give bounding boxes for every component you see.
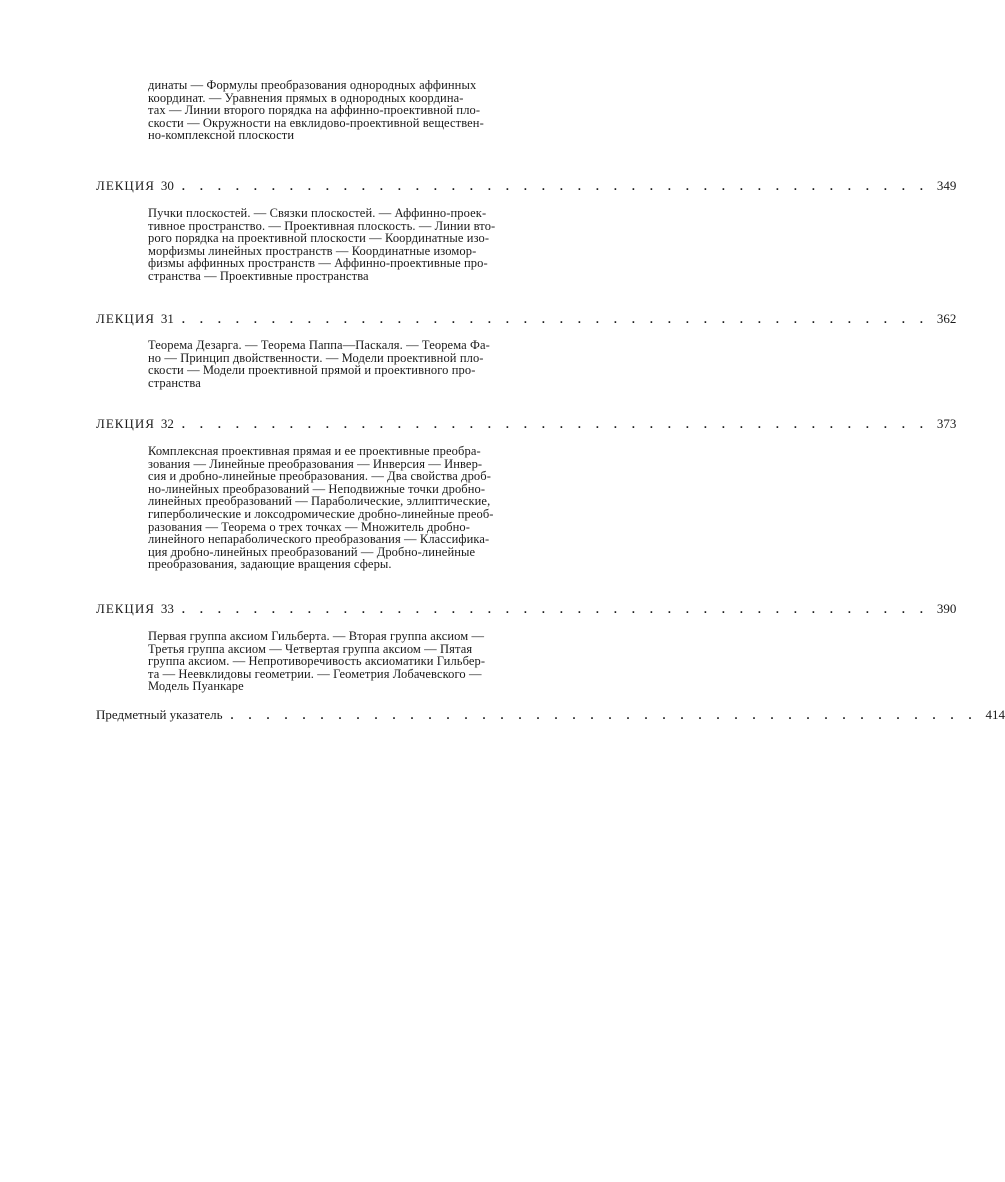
text-line: но — Принцип двойственности. — Модели проективной пло-	[148, 350, 484, 365]
text-line: Пучки плоскостей. — Связки плоскостей. — Аффинно-проек-	[148, 206, 487, 220]
lecture-label: ЛЕКЦИЯ	[96, 601, 155, 616]
dot-leader: . . . . . . . . . . . . . . . . . . . . . . . . . . . . . . . . . . . . . . . . . .	[181, 417, 929, 431]
text-line: сия и дробно-линейные преобразования. — Два свойства дроб-	[148, 469, 492, 484]
text-line: скости — Модели проективной прямой и проективного про-	[148, 363, 476, 378]
intro-description	[148, 79, 618, 142]
text-line: рого порядка на проективной плоскости — Координатные изо-	[148, 231, 490, 246]
text-line: разования — Теорема о трех точках — Множитель дробно-	[148, 519, 471, 534]
text-line: тах — Линии второго порядка на аффинно-проективной пло-	[148, 103, 481, 118]
lecture-number: 31	[160, 311, 174, 326]
text-line: линейного непараболического преобразования — Классифика-	[148, 532, 490, 547]
text-line: координат. — Уравнения прямых в однородных координа-	[148, 90, 464, 105]
text-line: но-линейных преобразований — Неподвижные точки дробно-	[148, 481, 486, 496]
dot-leader: . . . . . . . . . . . . . . . . . . . . . . . . . . . . . . . . . . . . . . . . . .	[181, 312, 929, 326]
dot-leader: . . . . . . . . . . . . . . . . . . . . . . . . . . . . . . . . . . . . . . . . . .	[181, 179, 929, 193]
text-line: Теорема Дезарга. — Теорема Паппа—Паскаля. — Теорема Фа-	[148, 338, 490, 352]
toc-entry-lecture-32[interactable]	[96, 416, 957, 432]
text-line: странства	[148, 375, 201, 390]
lecture-32-description	[148, 445, 618, 571]
toc-entry-lecture-33[interactable]	[96, 601, 957, 617]
text-line: ция дробно-линейных преобразований — Дробно-линейные	[148, 544, 476, 559]
page-number: 349	[936, 178, 957, 193]
toc-entry-lecture-31[interactable]	[96, 311, 957, 327]
lecture-31-description	[148, 339, 618, 389]
text-line: динаты — Формулы преобразования однородных аффинных	[148, 78, 477, 92]
page-number: 414	[985, 707, 1005, 722]
index-label: Предметный указатель	[96, 707, 223, 722]
dot-leader: . . . . . . . . . . . . . . . . . . . . . . . . . . . . . . . . . . . . . . . . . .	[181, 602, 929, 616]
page-number: 390	[936, 601, 957, 616]
text-line: странства — Проективные пространства	[148, 268, 369, 283]
text-line: гиперболические и локсодромические дробно-линейные преоб-	[148, 506, 494, 521]
page-number: 373	[936, 416, 957, 431]
text-line: преобразования, задающие вращения сферы.	[148, 557, 392, 572]
dot-leader: . . . . . . . . . . . . . . . . . . . . . . . . . . . . . . . . . . . . . . . . . .	[230, 708, 978, 722]
toc-entry-subject-index[interactable]	[96, 707, 1005, 723]
page-number: 362	[936, 311, 957, 326]
text-line: физмы аффинных пространств — Аффинно-проективные про-	[148, 256, 488, 271]
text-line: та — Неевклидовы геометрии. — Геометрия Лобачевского —	[148, 666, 482, 681]
lecture-30-description	[148, 207, 618, 283]
toc-entry-lecture-30[interactable]	[96, 178, 957, 194]
text-line: скости — Окружности на евклидово-проективной веществен-	[148, 115, 484, 130]
text-line: тивное пространство. — Проективная плоскость. — Линии вто-	[148, 218, 496, 233]
lecture-number: 32	[160, 416, 174, 431]
lecture-label: ЛЕКЦИЯ	[96, 311, 155, 326]
text-line: морфизмы линейных пространств — Координатные изомор-	[148, 243, 477, 258]
text-line: линейных преобразований — Параболические, эллиптические,	[148, 494, 491, 509]
text-line: Третья группа аксиом — Четвертая группа аксиом — Пятая	[148, 641, 473, 656]
text-line: Модель Пуанкаре	[148, 679, 244, 694]
lecture-number: 30	[160, 178, 174, 193]
text-line: но-комплексной плоскости	[148, 128, 295, 143]
text-line: зования — Линейные преобразования — Инверсия — Инвер-	[148, 456, 483, 471]
text-line: Комплексная проективная прямая и ее проективные преобра-	[148, 444, 481, 458]
lecture-33-description	[148, 630, 618, 693]
lecture-label: ЛЕКЦИЯ	[96, 178, 155, 193]
lecture-label: ЛЕКЦИЯ	[96, 416, 155, 431]
lecture-number: 33	[160, 601, 174, 616]
text-line: группа аксиом. — Непротиворечивость аксиоматики Гильбер-	[148, 654, 486, 669]
text-line: Первая группа аксиом Гильберта. — Вторая группа аксиом —	[148, 629, 485, 643]
